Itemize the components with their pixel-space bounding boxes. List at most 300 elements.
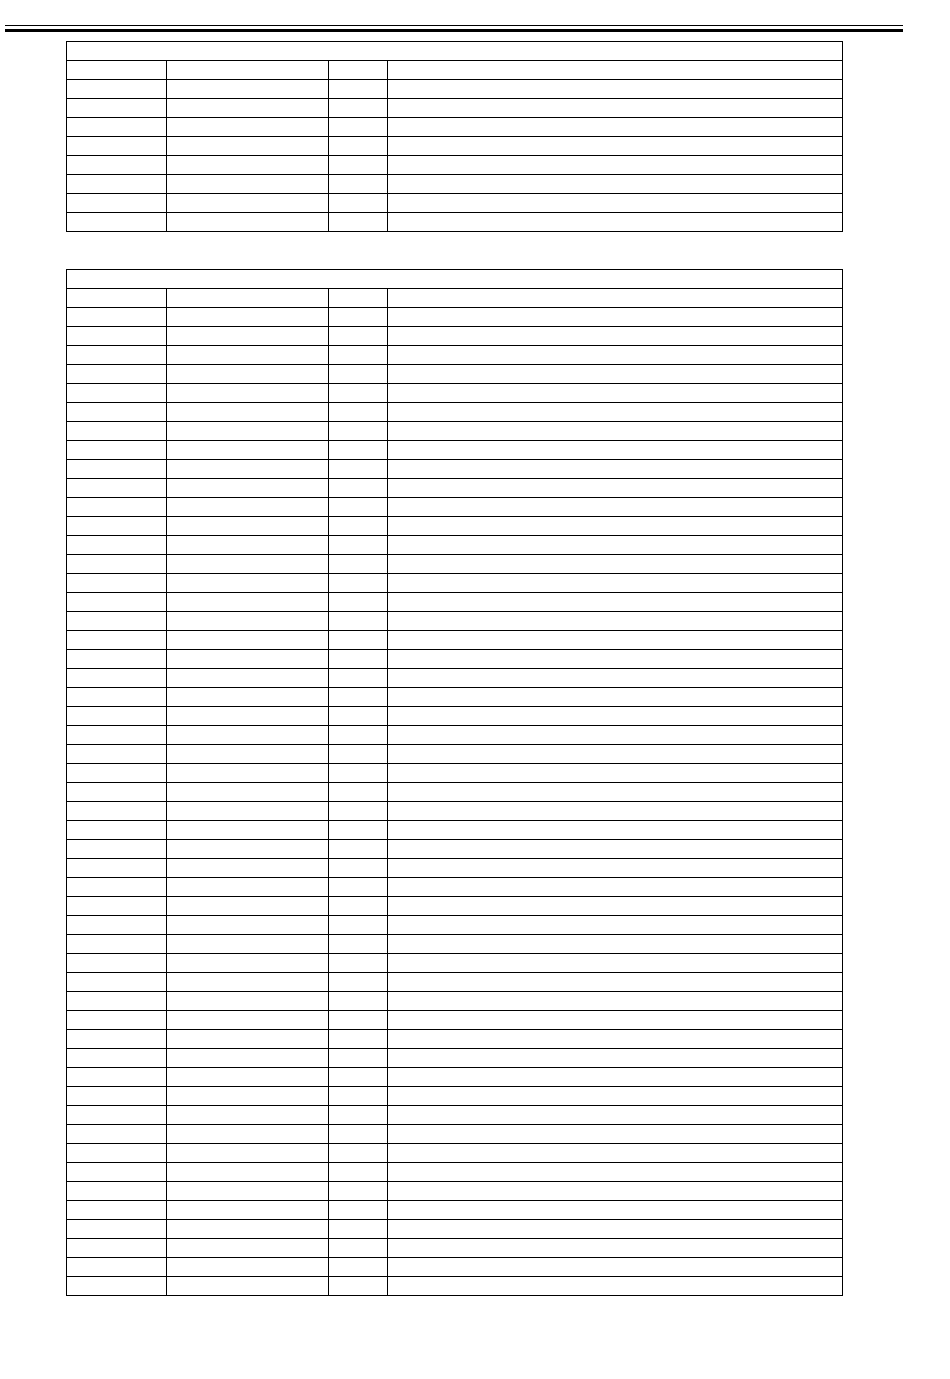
table-cell (388, 707, 843, 726)
table-row (67, 384, 843, 403)
table-cell (329, 612, 388, 631)
table-row (67, 99, 843, 118)
table-cell (329, 992, 388, 1011)
table-row (67, 745, 843, 764)
table-row (67, 1277, 843, 1296)
table-cell (167, 1258, 329, 1277)
table-cell (67, 935, 167, 954)
table-cell (67, 992, 167, 1011)
table-cell (388, 954, 843, 973)
table-cell (388, 175, 843, 194)
table-cell (167, 289, 329, 308)
table-cell (329, 536, 388, 555)
table-cell (388, 327, 843, 346)
table-cell (388, 422, 843, 441)
table-row (67, 1011, 843, 1030)
table-cell (388, 973, 843, 992)
table-cell (329, 1163, 388, 1182)
table-row (67, 1258, 843, 1277)
table-cell (167, 650, 329, 669)
table-cell (67, 422, 167, 441)
table-cell (388, 365, 843, 384)
table-cell (67, 479, 167, 498)
table-cell (67, 1068, 167, 1087)
table-cell (167, 384, 329, 403)
table-row (67, 764, 843, 783)
table-cell (388, 631, 843, 650)
table-row (67, 118, 843, 137)
table-cell (167, 536, 329, 555)
table-cell (67, 289, 167, 308)
table-cell (388, 118, 843, 137)
table-cell (167, 631, 329, 650)
table-cell (67, 802, 167, 821)
table-caption-row (67, 42, 843, 61)
table-row (67, 308, 843, 327)
table-cell (329, 308, 388, 327)
table-cell (167, 1220, 329, 1239)
table-row (67, 194, 843, 213)
table-cell (67, 175, 167, 194)
table-cell (329, 878, 388, 897)
table-cell (167, 441, 329, 460)
table-row (67, 802, 843, 821)
table-row (67, 365, 843, 384)
header-rule-thin (5, 25, 903, 26)
table-cell (67, 118, 167, 137)
table-cell (388, 783, 843, 802)
table-cell (329, 1144, 388, 1163)
table-cell (167, 840, 329, 859)
table-cell (167, 1068, 329, 1087)
table-cell (67, 194, 167, 213)
table-cell (67, 1163, 167, 1182)
table-cell (167, 99, 329, 118)
table-row (67, 1125, 843, 1144)
table-cell (67, 1049, 167, 1068)
table-cell (167, 498, 329, 517)
table-row (67, 422, 843, 441)
table-cell (388, 308, 843, 327)
table-row (67, 688, 843, 707)
table-cell (67, 441, 167, 460)
table-cell (167, 764, 329, 783)
table-cell (167, 973, 329, 992)
table-cell (388, 1144, 843, 1163)
table-cell (388, 802, 843, 821)
table-cell (329, 650, 388, 669)
table-cell (167, 935, 329, 954)
table-row (67, 669, 843, 688)
table-cell (167, 916, 329, 935)
table-row (67, 612, 843, 631)
table-cell (329, 498, 388, 517)
table-cell (67, 973, 167, 992)
table-cell (388, 650, 843, 669)
table-cell (167, 669, 329, 688)
table-cell (388, 80, 843, 99)
table-row (67, 479, 843, 498)
table-cell (329, 517, 388, 536)
table-cell (329, 802, 388, 821)
table-cell (329, 422, 388, 441)
table-row (67, 992, 843, 1011)
table-cell (388, 935, 843, 954)
table-row (67, 1201, 843, 1220)
table-cell (67, 916, 167, 935)
table-cell (67, 460, 167, 479)
table-row (67, 213, 843, 232)
table-cell (167, 156, 329, 175)
table-cell (388, 441, 843, 460)
table-cell (388, 99, 843, 118)
table-cell (167, 137, 329, 156)
data-table-2 (66, 269, 843, 1296)
table-row (67, 631, 843, 650)
table-cell (388, 745, 843, 764)
table-cell (67, 99, 167, 118)
table-cell (167, 213, 329, 232)
table-row (67, 821, 843, 840)
table-row (67, 783, 843, 802)
table-cell (67, 1182, 167, 1201)
table-cell (329, 1220, 388, 1239)
table-cell (167, 308, 329, 327)
table-cell (167, 897, 329, 916)
table-cell (329, 821, 388, 840)
table-cell (388, 1258, 843, 1277)
table-cell (167, 821, 329, 840)
table-cell (329, 194, 388, 213)
table-cell (388, 479, 843, 498)
table-row (67, 593, 843, 612)
table-row (67, 441, 843, 460)
table-cell (329, 669, 388, 688)
table-cell (329, 99, 388, 118)
table-cell (67, 308, 167, 327)
table-cell (388, 555, 843, 574)
table-row (67, 156, 843, 175)
table-cell (67, 669, 167, 688)
table-row (67, 707, 843, 726)
table-cell (67, 574, 167, 593)
table-cell (329, 403, 388, 422)
table-cell (329, 479, 388, 498)
table-cell (167, 783, 329, 802)
table-cell (329, 1106, 388, 1125)
table-row (67, 1068, 843, 1087)
table-row (67, 536, 843, 555)
table-cell (67, 1030, 167, 1049)
table-row (67, 1144, 843, 1163)
table-cell (67, 764, 167, 783)
table-cell (329, 973, 388, 992)
table-cell (329, 631, 388, 650)
table-cell (329, 897, 388, 916)
table-cell (329, 574, 388, 593)
table-cell (329, 954, 388, 973)
table-cell (388, 1125, 843, 1144)
table-row (67, 935, 843, 954)
table-cell (388, 289, 843, 308)
table-cell (388, 213, 843, 232)
table-cell (388, 536, 843, 555)
table-cell (388, 1011, 843, 1030)
table-cell (329, 1049, 388, 1068)
table-cell (167, 726, 329, 745)
table-cell (388, 498, 843, 517)
table-cell (67, 1087, 167, 1106)
table-cell (67, 517, 167, 536)
table-cell (67, 1106, 167, 1125)
table-cell (388, 840, 843, 859)
header-rule-thick (5, 29, 903, 32)
table-cell (329, 1239, 388, 1258)
table-cell (67, 688, 167, 707)
table-cell (329, 327, 388, 346)
table-cell (167, 61, 329, 80)
table-cell (329, 384, 388, 403)
table-cell (167, 479, 329, 498)
table-cell (67, 1125, 167, 1144)
table-row (67, 840, 843, 859)
table-cell (167, 745, 329, 764)
table-row (67, 555, 843, 574)
table-cell (388, 1220, 843, 1239)
table-cell (388, 1163, 843, 1182)
table-cell (67, 1239, 167, 1258)
table-cell (67, 897, 167, 916)
table-cell (67, 536, 167, 555)
table-cell (67, 346, 167, 365)
table-row (67, 517, 843, 536)
table-cell (167, 460, 329, 479)
table-row (67, 1163, 843, 1182)
table-cell (67, 1144, 167, 1163)
table-cell (167, 1163, 329, 1182)
table-cell (388, 403, 843, 422)
table-row (67, 327, 843, 346)
table-cell (167, 688, 329, 707)
data-table-1 (66, 41, 843, 232)
table-cell (388, 1106, 843, 1125)
table-cell (329, 745, 388, 764)
table-cell (388, 726, 843, 745)
table-row (67, 859, 843, 878)
table-row (67, 1030, 843, 1049)
table-cell (167, 992, 329, 1011)
table-cell (329, 156, 388, 175)
table-cell (167, 1011, 329, 1030)
table-cell (67, 1277, 167, 1296)
table-cell (167, 1087, 329, 1106)
table-cell (329, 783, 388, 802)
table-cell (388, 1049, 843, 1068)
table-cell (167, 517, 329, 536)
table-row (67, 1049, 843, 1068)
table-cell (329, 441, 388, 460)
table-row (67, 175, 843, 194)
table-cell (67, 1201, 167, 1220)
table-row (67, 897, 843, 916)
table-cell (388, 517, 843, 536)
table-cell (329, 137, 388, 156)
table-cell (388, 1201, 843, 1220)
table-cell (167, 878, 329, 897)
table-cell (167, 1030, 329, 1049)
table-cell (67, 555, 167, 574)
table-cell (329, 213, 388, 232)
table-cell (67, 213, 167, 232)
table-cell (329, 80, 388, 99)
table-cell (167, 954, 329, 973)
table-cell (388, 1087, 843, 1106)
table-cell (329, 61, 388, 80)
table-cell (388, 1277, 843, 1296)
table-cell (67, 1011, 167, 1030)
table-cell (67, 498, 167, 517)
table-row (67, 1106, 843, 1125)
table-cell (167, 422, 329, 441)
table-row (67, 289, 843, 308)
table-cell (167, 1182, 329, 1201)
table-cell (67, 156, 167, 175)
table-cell (329, 289, 388, 308)
table-cell (329, 1011, 388, 1030)
table-cell (388, 1182, 843, 1201)
table-cell (67, 726, 167, 745)
table-cell (329, 1125, 388, 1144)
table-row (67, 916, 843, 935)
table-row (67, 973, 843, 992)
table-cell (67, 61, 167, 80)
table-cell (167, 175, 329, 194)
table-cell (167, 1144, 329, 1163)
table-cell (67, 745, 167, 764)
table-row (67, 1220, 843, 1239)
table-cell (329, 764, 388, 783)
table-cell (67, 327, 167, 346)
table-cell (388, 346, 843, 365)
table-cell (329, 840, 388, 859)
table-cell (167, 346, 329, 365)
table-cell (388, 137, 843, 156)
table-cell (388, 897, 843, 916)
table-cell (167, 1239, 329, 1258)
table-cell (167, 574, 329, 593)
table-cell (388, 156, 843, 175)
table-cell (167, 1125, 329, 1144)
table-cell (388, 593, 843, 612)
table-caption (67, 270, 843, 289)
table-cell (388, 1239, 843, 1258)
table-cell (329, 726, 388, 745)
table-cell (388, 878, 843, 897)
table-cell (388, 916, 843, 935)
table-cell (67, 80, 167, 99)
table-cell (167, 1106, 329, 1125)
table-cell (329, 688, 388, 707)
table-cell (329, 935, 388, 954)
table-cell (167, 403, 329, 422)
table-row (67, 1239, 843, 1258)
table-cell (388, 574, 843, 593)
table-cell (167, 327, 329, 346)
table-cell (388, 764, 843, 783)
table-cell (67, 403, 167, 422)
table-cell (329, 593, 388, 612)
table-cell (67, 593, 167, 612)
table-cell (167, 612, 329, 631)
table-cell (167, 118, 329, 137)
table-cell (388, 821, 843, 840)
table-cell (167, 1277, 329, 1296)
table-cell (329, 555, 388, 574)
table-cell (329, 1277, 388, 1296)
table-row (67, 954, 843, 973)
table-cell (167, 80, 329, 99)
table-row (67, 1182, 843, 1201)
table-cell (329, 916, 388, 935)
table-cell (67, 612, 167, 631)
table-cell (388, 61, 843, 80)
table-cell (67, 821, 167, 840)
table-row (67, 80, 843, 99)
table-cell (167, 1201, 329, 1220)
table-cell (167, 802, 329, 821)
table-row (67, 61, 843, 80)
table-cell (167, 194, 329, 213)
table-row (67, 346, 843, 365)
table-cell (388, 669, 843, 688)
table-cell (388, 460, 843, 479)
table-cell (167, 859, 329, 878)
table-row (67, 726, 843, 745)
table-row (67, 574, 843, 593)
table-cell (329, 1030, 388, 1049)
table-cell (329, 707, 388, 726)
table-cell (388, 688, 843, 707)
table-row (67, 1087, 843, 1106)
table-row (67, 878, 843, 897)
table-caption-row (67, 270, 843, 289)
table-cell (67, 707, 167, 726)
table-cell (167, 707, 329, 726)
table-cell (167, 365, 329, 384)
table-cell (329, 118, 388, 137)
table-cell (388, 612, 843, 631)
table-cell (329, 1201, 388, 1220)
table-cell (329, 1182, 388, 1201)
table-caption (67, 42, 843, 61)
table-cell (329, 1068, 388, 1087)
table-cell (167, 593, 329, 612)
table-cell (329, 460, 388, 479)
table-cell (388, 194, 843, 213)
table-row (67, 403, 843, 422)
table-cell (67, 1220, 167, 1239)
table-cell (329, 859, 388, 878)
table-cell (388, 859, 843, 878)
table-cell (67, 878, 167, 897)
table-cell (329, 365, 388, 384)
table-row (67, 498, 843, 517)
table-cell (67, 137, 167, 156)
table-row (67, 650, 843, 669)
table-cell (329, 1258, 388, 1277)
table-cell (329, 175, 388, 194)
table-cell (388, 992, 843, 1011)
